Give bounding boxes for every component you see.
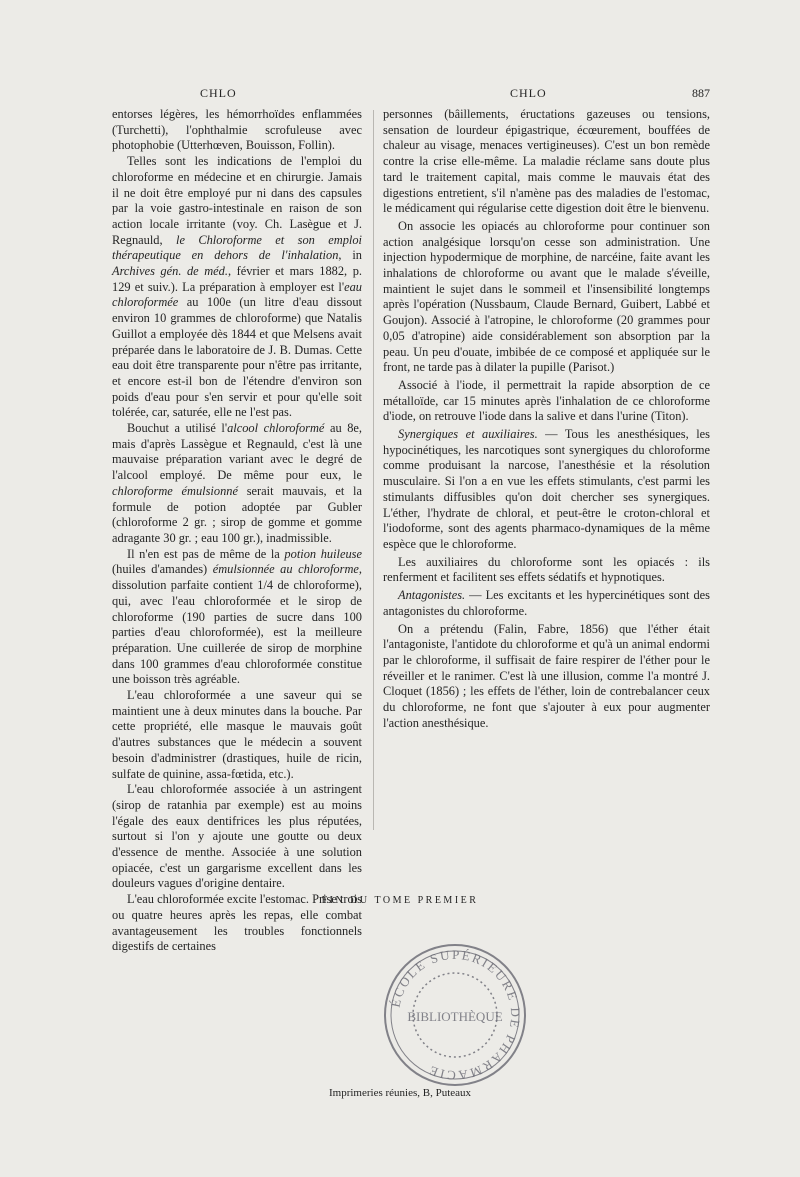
paragraph — [383, 107, 710, 217]
running-header — [112, 86, 710, 106]
stamp-center-text: BIBLIOTHÈQUE — [407, 1009, 503, 1024]
italic-phrase: alcool chloroformé — [227, 421, 325, 436]
text-run: au 8e, mais d'après Lassègue et Regnauld, c'est là une mauvaise préparation variant avec le degré de l'alcool employé. De même pour eux, le — [112, 421, 363, 483]
column-divider — [373, 110, 374, 830]
left-text-column — [112, 107, 362, 955]
left-running-title: CHLO — [200, 86, 237, 100]
paragraph — [112, 154, 362, 421]
text-run: — Les excitants et les hypercinétiques sont des antagonistes du chloroforme. — [383, 588, 710, 618]
stamp-ring-text: ÉCOLE SUPÉRIEURE DE PHARMACIE — [387, 946, 524, 1084]
text-run: Les auxiliaires du chloroforme sont les opiacés : ils renferment et facilitent ses effets sédatifs et hypnotiques. — [383, 554, 710, 585]
italic-phrase: eau chloroformée — [112, 279, 362, 310]
text-run: L'eau chloroformée associée à un astringent (sirop de ratanhia par exemple) est au moins l'égale des eaux dentifrices les plus réputées, surtout si l'on y ajoute une goutte ou deux d'essence de menthe. Associée à une solution opiacée, c'est un gargarisme excellent dans les douleurs vagues d'origine dentaire. — [112, 782, 362, 891]
text-run: Il n'en est pas de même de la — [127, 546, 285, 561]
italic-phrase: Archives gén. de méd. — [112, 264, 228, 279]
text-run: Bouchut a utilisé l' — [127, 421, 228, 436]
text-run: (huiles d'amandes) — [112, 562, 213, 577]
italic-phrase: le Chloroforme et son emploi thérapeutique en dehors de l'inhalation — [112, 232, 362, 263]
italic-phrase: Synergiques et auxiliaires. — [398, 427, 538, 442]
page-number: 887 — [692, 86, 710, 100]
text-run: Associé à l'iode, il permettrait la rapide absorption de ce métalloïde, car 15 minutes après l'inhalation de ce chloroforme d'iode, on retrouve l'iode dans la salive et dans l'urine (Titon). — [383, 377, 710, 424]
text-run: , dissolution parfaite contient 1/4 de chloroforme), qui, avec l'eau chloroformée et le sirop de chloroforme (190 parties de sucre dans 100 parties d'eau chloroformée), est la meilleure préparation. Une cuillerée de sirop de morphine dans 100 grammes d'eau chloroformée constitue une boisson très agréable. — [112, 562, 362, 687]
text-run: , in — [338, 248, 362, 263]
italic-phrase: potion huileuse — [284, 546, 362, 561]
right-running-title: CHLO — [510, 86, 547, 100]
text-run: serait mauvais, et la formule de potion adoptée par Gubler (chloroforme 2 gr. ; sirop de gomme et gomme adragante 30 gr. ; eau 100 gr.), inadmissible. — [112, 483, 362, 545]
text-run: L'eau chloroformée excite l'estomac. Prise trois ou quatre heures après les repas, elle combat avantageusement les troubles fonctionnels digestifs de certaines — [112, 892, 362, 954]
paragraph — [383, 622, 710, 732]
text-run: — Tous les anesthésiques, les hypocinétiques, les narcotiques sont synergiques du chloroforme comme produisant la narcose, l'anesthésie et la résolution musculaire. Si l'on a en vue les effets stimulants, c'est parmi les stimulants diffusibles qu'on doit chercher ses synergiques. L'éther, l'hydrate de chloral, et peut-être le croton-chloral et l'iodoforme, sont des agents pharmaco-dynamiques de la même espèce que le chloroforme. — [383, 427, 710, 551]
paragraph — [112, 107, 362, 154]
text-run: entorses légères, les hémorrhoïdes enflammées (Turchetti), l'ophthalmie scrofuleuse avec photophobie (Utterhœven, Bouisson, Follin). — [112, 107, 362, 153]
text-run: L'eau chloroformée a une saveur qui se maintient une à deux minutes dans la bouche. Par cette propriété, elle masque le mauvais goût d'autres substances que le médecin a souvent besoin d'administrer (drastiques, huile de ricin, sulfate de quinine, assa-fœtida, etc.). — [112, 688, 362, 781]
text-run: On a prétendu (Falin, Fabre, 1856) que l'éther était l'antagoniste, l'antidote du chloroforme et qu'à un animal endormi par le chloroforme, il suffisait de faire respirer de l'éther pour le réveiller et le ranimer. C'est là une illusion, comme l'a montré J. Cloquet (1856) ; les effets de l'éther, loin de contrebalancer ceux du chloroforme, ne font que s'ajouter à eux pour augmenter l'action anesthésique. — [383, 621, 710, 730]
paragraph — [383, 555, 710, 586]
paragraph — [112, 782, 362, 892]
paragraph — [112, 547, 362, 688]
paragraph — [383, 219, 710, 376]
end-of-volume-note: FIN DU TOME PREMIER — [321, 895, 479, 906]
right-text-column — [383, 107, 710, 733]
italic-phrase: Antagonistes. — [398, 588, 466, 603]
italic-phrase: émulsionnée au chloroforme — [212, 562, 359, 577]
text-run: On associe les opiacés au chloroforme pour continuer son action analgésique lorsqu'on cesse son administration. Une injection hypodermique de morphine, de narcéine, faite avant les inhalations de chloroforme ou avant que le malade s'éveille, maintient le sujet dans le sommeil et l'insensibilité longtemps après l'opération (Nussbaum, Claude Bernard, Guibert, Labbé et Goujon). Associé à l'atropine, le chloroforme (20 grammes pour 0,05 d'atropine) aide considérablement son absorption par la peau. Un peu d'ouate, imbibée de ce composé et appliquée sur le front, ne tarde pas à dilater la pupille (Parisot.) — [383, 218, 710, 375]
printer-imprint: Imprimeries réunies, B, Puteaux — [328, 1087, 472, 1099]
italic-phrase: chloroforme émulsionné — [112, 483, 238, 498]
paragraph — [112, 688, 362, 782]
text-run: Telles sont les indications de l'emploi du chloroforme en médecine et en chirurgie. Jamais il ne doit être employé pur ni dans des capsules par la voie gastro-intestinale en raison de son action locale irritante (voy. Ch. Lasègue et J. Regnauld, — [112, 154, 362, 247]
library-stamp — [375, 935, 535, 1095]
text-run: personnes (bâillements, éructations gazeuses ou tensions, sensation de lourdeur épigastrique, écœurement, bouffées de chaleur au visage, menaces vertigineuses). C'est un bon remède contre la crise elle-même. La maladie réclame sans doute plus tard le traitement capital, mais comme le mauvais état des digestions entretient, s'il n'amène pas des maladies de l'estomac, le médicament qui régularise cette digestion doit être le bienvenu. — [383, 107, 710, 216]
text-run: , février et mars 1882, p. 129 et suiv.). La préparation à employer est l' — [112, 264, 362, 294]
paragraph — [383, 378, 710, 425]
text-run: au 100e (un litre d'eau dissout environ 10 grammes de chloroforme) que Natalis Guillot a employée dès 1844 et que Melsens avait préparée dans le laboratoire de J. B. Dumas. Cette eau doit être transparente pour n'être pas irritante, et encore est-il bon de l'étendre d'environ son poids d'eau pour s'en servir et pour qu'elle soit tolérée, car, saturée, elle ne l'est pas. — [112, 295, 362, 420]
paragraph — [112, 421, 362, 547]
paragraph — [383, 588, 710, 619]
paragraph — [383, 427, 710, 553]
